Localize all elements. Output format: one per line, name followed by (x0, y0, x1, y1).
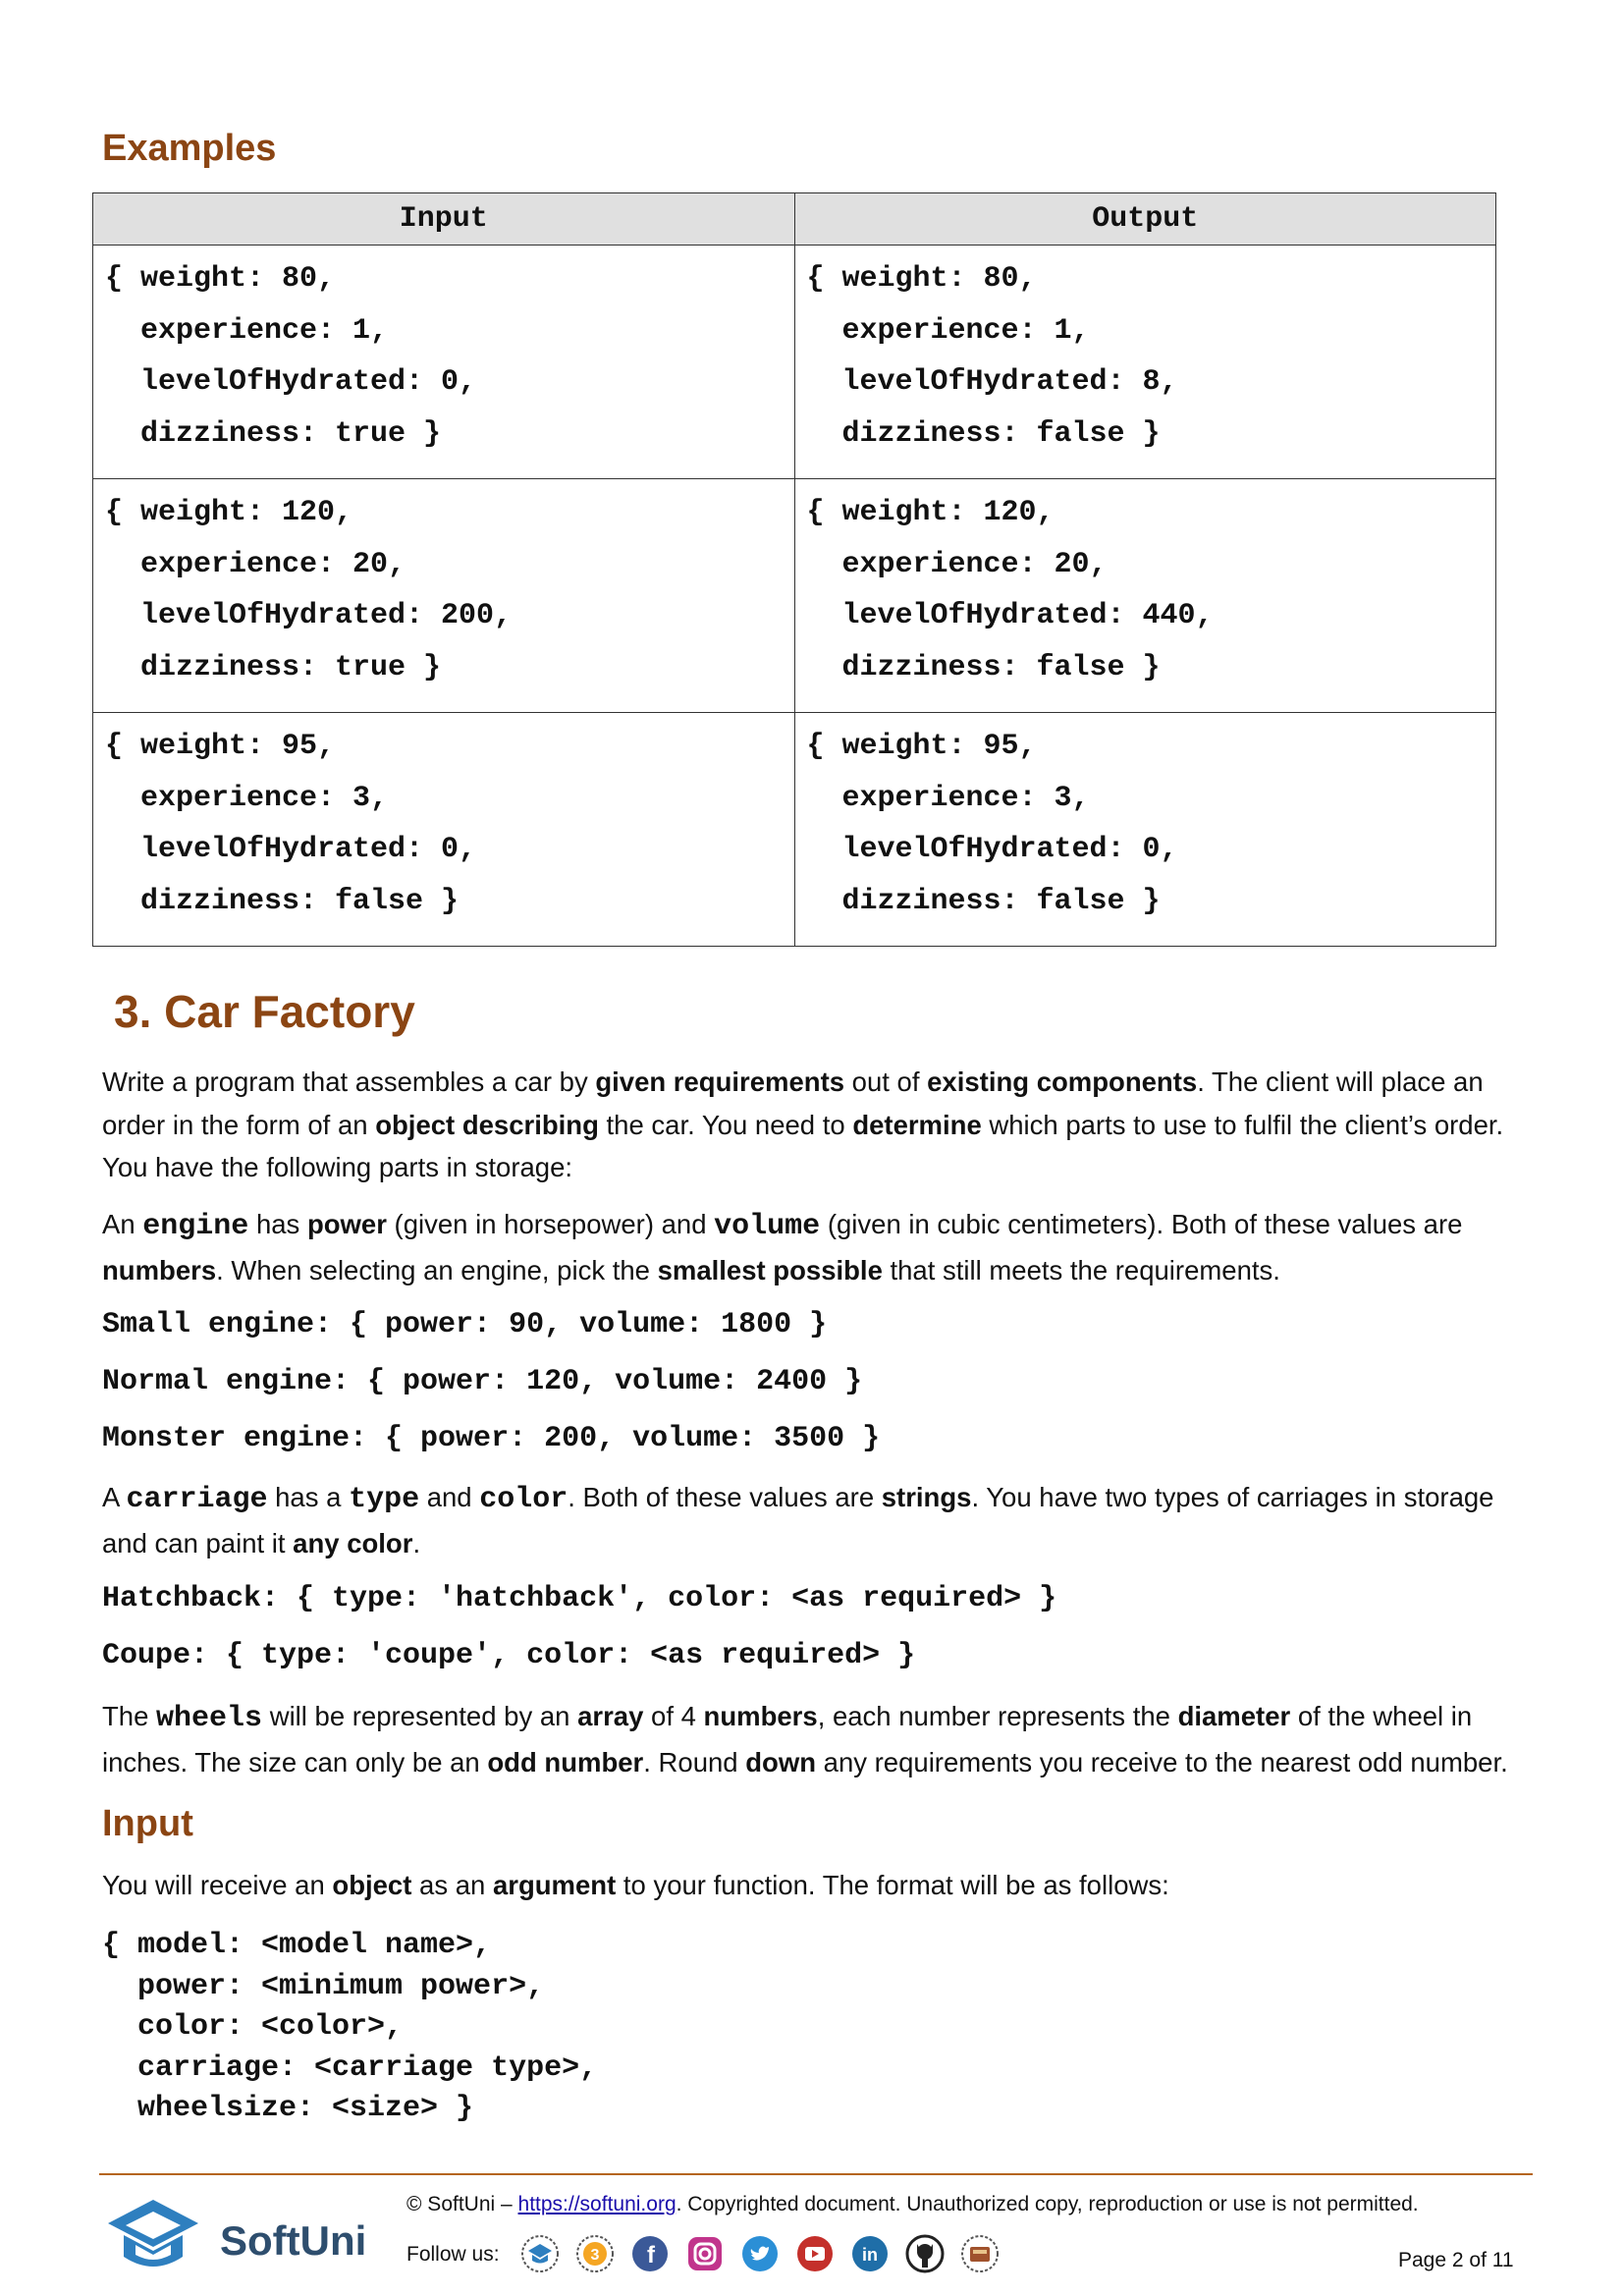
code-line: { weight: 120, (105, 496, 353, 529)
engine-normal: Normal engine: { power: 120, volume: 2400 } (102, 1365, 863, 1398)
output-column-header: Output (794, 193, 1496, 246)
input-format-code (102, 1926, 597, 2130)
emphasis-text: power (306, 1209, 387, 1239)
text-run: (given in cubic centimeters). Both of these values are (820, 1209, 1463, 1239)
copyright-prefix: © SoftUni – (406, 2193, 518, 2215)
input-cell (93, 246, 795, 479)
code-line: color: <color>, (102, 2010, 404, 2044)
text-run: which parts to use to fulfil the client’s order. You have the following parts in storage: (102, 1109, 1504, 1182)
table-row (93, 479, 1496, 713)
text-run: has (248, 1209, 307, 1239)
softuni-logo[interactable] (106, 2194, 371, 2282)
text-run: as an (411, 1870, 493, 1900)
code-line: experience: 1, (806, 313, 1090, 348)
emphasis-text: strings (881, 1482, 972, 1512)
code-line: experience: 3, (806, 781, 1090, 815)
softuni-icon[interactable] (520, 2234, 560, 2273)
emphasis-text: array (577, 1701, 644, 1731)
emphasis-text: carriage (126, 1483, 268, 1516)
code-line: wheelsize: <size> } (102, 2092, 474, 2125)
examples-heading: Examples (102, 128, 277, 169)
text-run: . Round (643, 1746, 746, 1777)
emphasis-text: color (479, 1483, 568, 1516)
logo-text: SoftUni (220, 2217, 367, 2264)
engine-small: Small engine: { power: 90, volume: 1800 } (102, 1308, 828, 1341)
emphasis-text: numbers (703, 1701, 818, 1731)
emphasis-text: wheels (156, 1702, 263, 1735)
text-run: , each number represents the (817, 1701, 1178, 1731)
code-line: experience: 3, (105, 781, 389, 815)
engine-monster: Monster engine: { power: 200, volume: 3500 } (102, 1422, 881, 1455)
output-cell (794, 246, 1496, 479)
code-line: { weight: 120, (806, 496, 1055, 529)
text-run: You will receive an (102, 1870, 333, 1900)
code-line: dizziness: true } (105, 416, 442, 451)
emphasis-text: smallest possible (657, 1254, 883, 1285)
text-run: . Both of these values are (568, 1482, 882, 1512)
text-run: An (102, 1209, 143, 1239)
text-run: of 4 (643, 1701, 704, 1731)
follow-label: Follow us: (406, 2243, 500, 2266)
code-line: levelOfHydrated: 0, (105, 833, 477, 866)
output-cell (794, 479, 1496, 713)
table-row (93, 246, 1496, 479)
emphasis-text: object describing (375, 1109, 599, 1140)
examples-table (92, 192, 1496, 947)
text-run: any requirements you receive to the nearest odd number. (816, 1746, 1508, 1777)
code-line: levelOfHydrated: 200, (105, 599, 513, 632)
code-line: levelOfHydrated: 440, (806, 599, 1214, 632)
emphasis-text: given requirements (595, 1066, 845, 1097)
svg-text:f: f (647, 2242, 655, 2269)
svg-text:3: 3 (590, 2247, 600, 2264)
code-line: dizziness: true } (105, 650, 442, 684)
text-run: of the wheel in inches. The size can only be an (102, 1701, 1473, 1777)
emphasis-text: argument (492, 1870, 617, 1900)
code-line: dizziness: false } (105, 884, 460, 918)
engine-paragraph (102, 1203, 1545, 1291)
softuni-link[interactable]: https://softuni.org (517, 2193, 677, 2215)
emphasis-text: type (349, 1483, 420, 1516)
carriage-coupe: Coupe: { type: 'coupe', color: <as required> } (102, 1639, 916, 1672)
softuni-logo-icon (106, 2194, 371, 2282)
footer-divider (99, 2173, 1533, 2175)
emphasis-text: volume (714, 1210, 821, 1243)
code-line: power: <minimum power>, (102, 1969, 545, 2003)
code-line: experience: 20, (806, 547, 1108, 581)
svg-text:in: in (862, 2245, 878, 2265)
social-icons (520, 2234, 1000, 2273)
code-line: levelOfHydrated: 0, (105, 365, 477, 399)
emphasis-text: numbers (102, 1254, 217, 1285)
copyright-text (406, 2193, 1419, 2216)
text-run: will be represented by an (262, 1701, 578, 1731)
output-cell (794, 713, 1496, 947)
text-run: that still meets the requirements. (882, 1254, 1280, 1285)
input-heading: Input (102, 1803, 193, 1844)
text-run: the car. You need to (598, 1109, 853, 1140)
softuni-creative-icon[interactable] (575, 2234, 615, 2273)
text-run: has a (267, 1482, 350, 1512)
emphasis-text: down (745, 1746, 817, 1777)
linkedin-icon[interactable] (850, 2234, 890, 2273)
code-line: experience: 1, (105, 313, 389, 348)
code-line: levelOfHydrated: 8, (806, 365, 1178, 399)
text-run: to your function. The format will be as follows: (616, 1870, 1169, 1900)
youtube-icon[interactable] (795, 2234, 835, 2273)
input-cell (93, 713, 795, 947)
emphasis-text: any color (293, 1527, 413, 1558)
input-column-header: Input (93, 193, 795, 246)
code-line: levelOfHydrated: 0, (806, 833, 1178, 866)
text-run: Write a program that assembles a car by (102, 1066, 596, 1097)
code-line: { model: <model name>, (102, 1929, 492, 1962)
page-number: Page 2 of 11 (1398, 2249, 1514, 2271)
github-icon[interactable] (905, 2234, 945, 2273)
text-run: out of (844, 1066, 928, 1097)
text-run: The (102, 1701, 157, 1731)
code-line: { weight: 95, (806, 730, 1037, 763)
softuni-digital-icon[interactable] (960, 2234, 1000, 2273)
code-line: dizziness: false } (806, 884, 1161, 918)
code-line: { weight: 80, (806, 262, 1037, 296)
code-line: { weight: 95, (105, 730, 336, 763)
instagram-icon[interactable] (685, 2234, 725, 2273)
emphasis-text: diameter (1177, 1701, 1291, 1731)
text-run: A (102, 1482, 127, 1512)
emphasis-text: engine (142, 1210, 249, 1243)
table-row (93, 713, 1496, 947)
code-line: { weight: 80, (105, 262, 336, 296)
text-run: . When selecting an engine, pick the (216, 1254, 658, 1285)
emphasis-text: odd number (487, 1746, 644, 1777)
twitter-icon[interactable] (740, 2234, 780, 2273)
code-line: dizziness: false } (806, 416, 1161, 451)
carriage-hatchback: Hatchback: { type: 'hatchback', color: <as required> } (102, 1582, 1057, 1615)
facebook-icon[interactable] (630, 2234, 670, 2273)
input-cell (93, 479, 795, 713)
section-title: 3. Car Factory (114, 986, 415, 1037)
input-paragraph (102, 1864, 1545, 1907)
intro-paragraph (102, 1061, 1545, 1189)
table-header-row (93, 193, 1496, 246)
text-run: (given in horsepower) and (386, 1209, 715, 1239)
carriage-paragraph (102, 1476, 1545, 1564)
wheels-paragraph (102, 1695, 1545, 1783)
emphasis-text: existing components (927, 1066, 1198, 1097)
emphasis-text: object (332, 1870, 412, 1900)
text-run: . (412, 1527, 421, 1558)
text-run: . You have two types of carriages in storage and can paint it (102, 1482, 1494, 1558)
code-line: dizziness: false } (806, 650, 1161, 684)
copyright-suffix: . Copyrighted document. Unauthorized copy, reproduction or use is not permitted. (676, 2193, 1419, 2215)
emphasis-text: determine (852, 1109, 982, 1140)
code-line: carriage: <carriage type>, (102, 2050, 598, 2085)
text-run: and (419, 1482, 480, 1512)
text-run: . The client will place an order in the form of an (102, 1066, 1484, 1140)
code-line: experience: 20, (105, 547, 406, 581)
